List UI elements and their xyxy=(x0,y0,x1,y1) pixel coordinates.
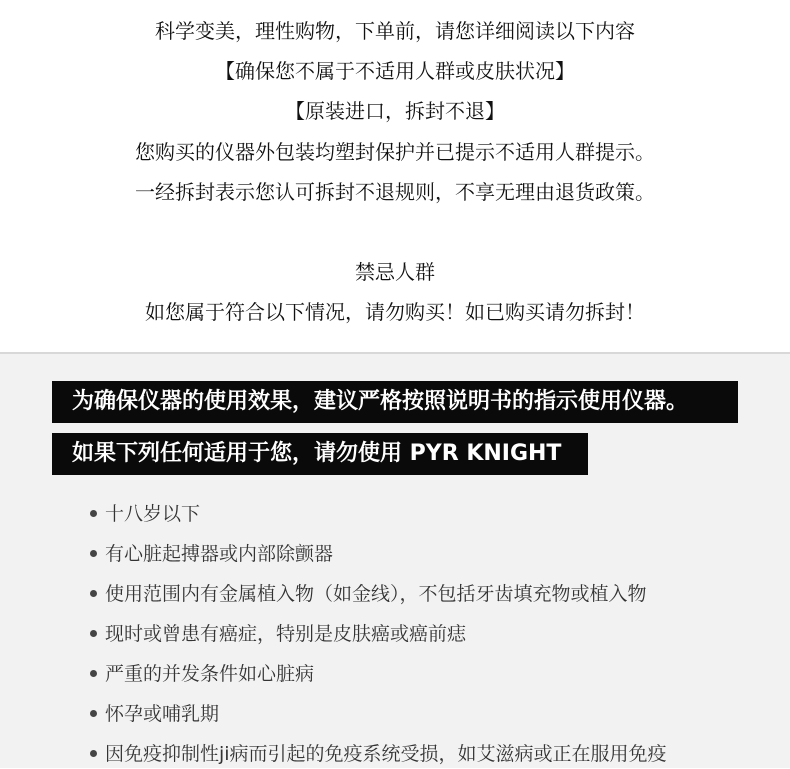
list-item xyxy=(90,499,200,529)
contraindications-section xyxy=(0,354,790,768)
intro-section xyxy=(0,0,790,352)
intro-line-6: 如您属于符合以下情况，请勿购买！如已购买请勿拆封！ xyxy=(145,300,645,324)
list-item-text: 因免疫抑制性ji病而引起的免疫系统受损，如艾滋病或正在服用免疫 xyxy=(105,743,667,765)
intro-line-1: 科学变美，理性购物，下单前，请您详细阅读以下内容 xyxy=(155,19,635,43)
notice-bar-warning: 如果下列任何适用于您，请勿使用 PYR KNIGHT xyxy=(52,433,588,475)
intro-line-4: 您购买的仪器外包装均塑封保护并已提示不适用人群提示。 xyxy=(135,140,655,164)
intro-line-3: 【原装进口，拆封不退】 xyxy=(285,99,505,123)
intro-line-2: 【确保您不属于不适用人群或皮肤状况】 xyxy=(215,59,575,83)
list-item xyxy=(90,619,466,649)
list-item-text: 怀孕或哺乳期 xyxy=(105,703,220,725)
list-item xyxy=(90,739,667,769)
list-item xyxy=(90,539,333,569)
notice-bar-usage: 为确保仪器的使用效果，建议严格按照说明书的指示使用仪器。 xyxy=(52,381,738,423)
bullet-icon xyxy=(90,630,97,637)
bullet-icon xyxy=(90,670,97,677)
intro-line-5: 一经拆封表示您认可拆封不退规则，不享无理由退货政策。 xyxy=(135,180,655,204)
bullet-icon xyxy=(90,750,97,757)
contraindications-heading: 禁忌人群 xyxy=(355,260,435,284)
list-item-text: 现时或曾患有癌症，特别是皮肤癌或癌前痣 xyxy=(105,623,467,645)
list-item xyxy=(90,659,314,689)
list-item xyxy=(90,699,219,729)
bullet-icon xyxy=(90,590,97,597)
bullet-icon xyxy=(90,710,97,717)
bullet-icon xyxy=(90,550,97,557)
list-item-text: 有心脏起搏器或内部除颤器 xyxy=(105,543,334,565)
bullet-icon xyxy=(90,510,97,517)
list-item-text: 使用范围内有金属植入物（如金线），不包括牙齿填充物或植入物 xyxy=(105,583,647,605)
list-item-text: 十八岁以下 xyxy=(105,503,201,525)
list-item-text: 严重的并发条件如心脏病 xyxy=(105,663,315,685)
list-item xyxy=(90,579,647,609)
